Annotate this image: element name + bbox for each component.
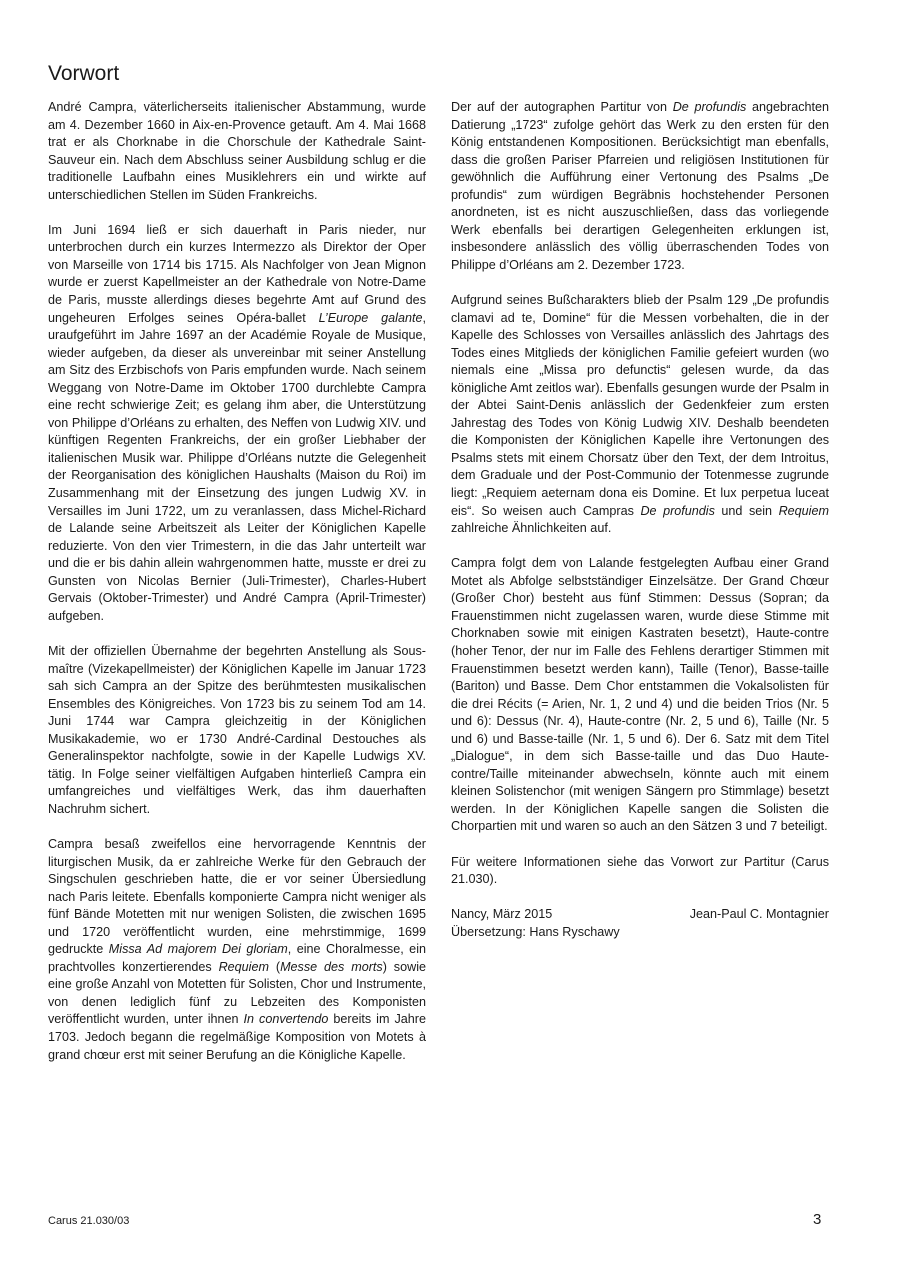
paragraph: Campra folgt dem von Lalande festgelegten Aufbau einer Grand Motet als Abfolge selbstständiger Einzelsätze. Der Grand Chœur (Großer Chor) besteht aus fünf Stimmen: Dessus (Sopran; da Frauenstimmen nicht zugelassen waren, wurde diese Stimme mit Chorknaben sowie mit einigen Kastraten besetzt), Haute-contre (hoher Tenor, der nur im Falle des Fehlens derartiger Stimmen mit Frauenstimmen besetzt werden kann), Taille (Tenor), Basse-taille (Bariton) und Basse. Dem Chor entstammen die Vokalsolisten für die drei Récits (= Arien, Nr. 1, 2 und 4) und die beiden Trios (Nr. 5 und 6): Dessus (Nr. 4), Haute-contre (Nr. 2, 5 und 6), Taille (Nr. 5 und 6) und Basse-taille (Nr. 1, 5 und 6). Der 6. Satz mit dem Titel „Dialogue“, in dem sich Basse-taille und das Duo Haute-contre/Taille miteinander abwechseln, könnte auch mit einem kleinen Solistenchor (mit wenigen Sängern pro Stimmlage) besetzt werden. In der Königlichen Kapelle sangen die Solisten die Chorpartien mit und waren so auch an den Sätzen 3 und 7 beteiligt.: [451, 556, 829, 834]
paragraph: Mit der offiziellen Übernahme der begehrten Anstellung als Sous-maître (Vizekapellmeister) der Königlichen Kapelle im Januar 1723 sah sich Campra an der Spitze des berühmtesten musikalischen Ensembles des Königreiches. Von 1723 bis zu seinem Tod am 14. Juni 1744 war Campra gleichzeitig in der Königlichen Musikakademie, wo er 1730 André-Cardinal Destouches als Generalinspektor nachfolgte, sowie in der Kapelle Ludwigs XV. tätig. In Folge seiner vielfältigen Aufgaben hinterließ Campra ein umfangreiches und vielfältiges Werk, das ihm dauerhaften Nachruhm sichert.: [48, 643, 426, 816]
place-date: Nancy, März 2015: [451, 907, 553, 922]
signature-row: [451, 906, 829, 924]
author-name: Jean-Paul C. Montagnier: [689, 907, 829, 922]
text-run: Im Juni 1694 ließ er sich dauerhaft in Paris nieder, nur unterbrochen durch ein kurzes Intermezzo als Direktor der Oper von Marseille von 1714 bis 1715. Als Nachfolger von Jean Mignon wurde er zuerst Kapellmeister an der Kathedrale von Notre-Dame de Paris, musste allerdings dieses begehrte Amt auf Grund des ungeheuren Erfolges seines Opéra-ballet: [48, 222, 426, 325]
text-run: ) sowie eine große Anzahl von Motetten für Solisten, Chor und Instrumente, von denen lediglich fünf zu Lebzeiten des Komponisten veröffentlicht wurden, unter ihnen: [48, 959, 426, 1027]
page-number: 3: [813, 1211, 822, 1228]
text-run: und sein: [714, 503, 779, 518]
work-title: De profundis: [640, 503, 715, 518]
page-title: Vorwort: [48, 62, 120, 85]
left-column: [48, 99, 426, 1082]
work-title: Messe des morts: [280, 959, 383, 974]
text-run: angebrachten Datierung „1723“ zufolge gehört das Werk zu den ersten für den König entstandenen Kompositionen. Berücksichtigt man ebenfalls, dass die großen Pariser Pfarreien und religiösen Institutionen für gewöhnlich die Aufführung einer Vertonung des Psalms „De profundis“ zum würdigen Begräbnis hochstehender Personen anordneten, ist es nicht auszuschließen, dass das vorliegende Werk ebenfalls bei derartigen Gelegenheiten erklungen ist, insbesondere anlässlich des völlig überraschenden Todes von Philippe d’Orléans am 2. Dezember 1723.: [451, 100, 830, 272]
work-title: Requiem: [778, 503, 829, 518]
signature-block: [451, 906, 829, 941]
work-title: Missa Ad majorem Dei gloriam: [108, 942, 288, 957]
paragraph: [48, 222, 426, 626]
text-run: Der auf der autographen Partitur von: [451, 100, 673, 114]
paragraph: [48, 836, 426, 1064]
paragraph: [451, 292, 829, 538]
text-run: bereits im Jahre 1703. Jedoch begann die regelmäßige Komposition von Motets à grand chœur erst mit seiner Berufung an die Königliche Kapelle.: [48, 1012, 426, 1062]
catalog-number: Carus 21.030/03: [48, 1215, 130, 1227]
text-run: , eine Choralmesse, ein prachtvolles konzertierendes: [48, 942, 426, 974]
right-column: [451, 99, 829, 941]
paragraph: André Campra, väterlicherseits italienischer Abstammung, wurde am 4. Dezember 1660 in Aix-en-Provence getauft. Am 4. Mai 1668 trat er als Chorknabe in die Chorschule der Kathedrale Saint-Sauveur ein. Nach dem Abschluss seiner Ausbildung schlug er die traditionelle Laufbahn eines Musiklehrers ein und wirkte auf unterschiedlichen Stellen im Süden Frankreichs.: [48, 100, 426, 202]
paragraph: [451, 99, 829, 274]
text-run: Campra besaß zweifellos eine hervorragende Kenntnis der liturgischen Musik, da er zahlreiche Werke für den Gebrauch der Singschulen geschrieben hatte, die er vor seiner Übersiedlung nach Paris leitete. Ebenfalls komponierte Campra nicht weniger als fünf Bände Motetten mit nur wenigen Solisten, die zwischen 1695 und 1720 veröffentlicht wurden, eine mehrstimmige, 1699 gedruckte: [48, 836, 426, 957]
translation-credit: Übersetzung: Hans Ryschawy: [451, 924, 620, 939]
text-run: (: [268, 959, 281, 974]
paragraph: Für weitere Informationen siehe das Vorwort zur Partitur (Carus 21.030).: [451, 854, 829, 887]
work-title: De profundis: [672, 100, 747, 114]
text-run: zahlreiche Ähnlichkeiten auf.: [451, 521, 612, 536]
work-title: In convertendo: [243, 1012, 329, 1027]
text-run: Aufgrund seines Bußcharakters blieb der Psalm 129 „De profundis clamavi ad te, Domine“ für die Messen vorbehalten, die in der Kapelle des Schlosses von Versailles anlässlich des Jahrtags des Todes eines Mitglieds der königlichen Familie gefeiert wurden (wo niemals eine „Missa pro defunctis“ gelesen wurde, da das königliche Amt zeitlos war). Ebenfalls gesungen wurde der Psalm in der Abtei Saint-Denis anlässlich der Gedenkfeier zum ersten Jahrestag des Todes von König Ludwig XIV. Deshalb beendeten die Komponisten der Königlichen Kapelle ihre Vertonungen des Psalms stets mit einem Chorsatz über den Text, der dem Introitus, dem Graduale und der Post-Communio der Totenmesse zugrunde liegt: „Requiem aeternam dona eis Domine. Et lux perpetua luceat eis“. So weisen auch Campras: [451, 293, 829, 518]
work-title: Requiem: [218, 959, 269, 974]
work-title: L’Europe galante: [318, 310, 423, 325]
text-run: , uraufgeführt im Jahre 1697 an der Académie Royale de Musique, wieder aufgeben, da dieser als unvereinbar mit seiner Anstellung am Sitz des Erzbischofs von Paris empfunden wurde. Nach seinem Weggang von Notre-Dame im Oktober 1700 durchlebte Campra eine recht schwierige Zeit; es gelang ihm aber, die Unterstützung von Philippe d’Orléans zu erhalten, des Neffen von Ludwig XIV. und künftigen Regenten Frankreichs, der ein großer Liebhaber der italienischen Musik war. Philippe d’Orléans nutzte die Gelegenheit der Reorganisation des königlichen Haushalts (Maison du Roi) im Zusammenhang mit der Einsetzung des jungen Ludwig XV. in Versailles im Juni 1722, um zu veranlassen, dass Michel-Richard de Lalande seine Arbeitszeit als Leiter der Königlichen Kapelle reduzierte. Von den vier Trimestern, in die das Jahr unterteilt war und die er bis dahin allein wahrgenommen hatte, musste er drei zu Gunsten von Nicolas Bernier (Juli-Trimester), Charles-Hubert Gervais (Oktober-Trimester) und André Campra (April-Trimester) aufgeben.: [48, 310, 426, 623]
